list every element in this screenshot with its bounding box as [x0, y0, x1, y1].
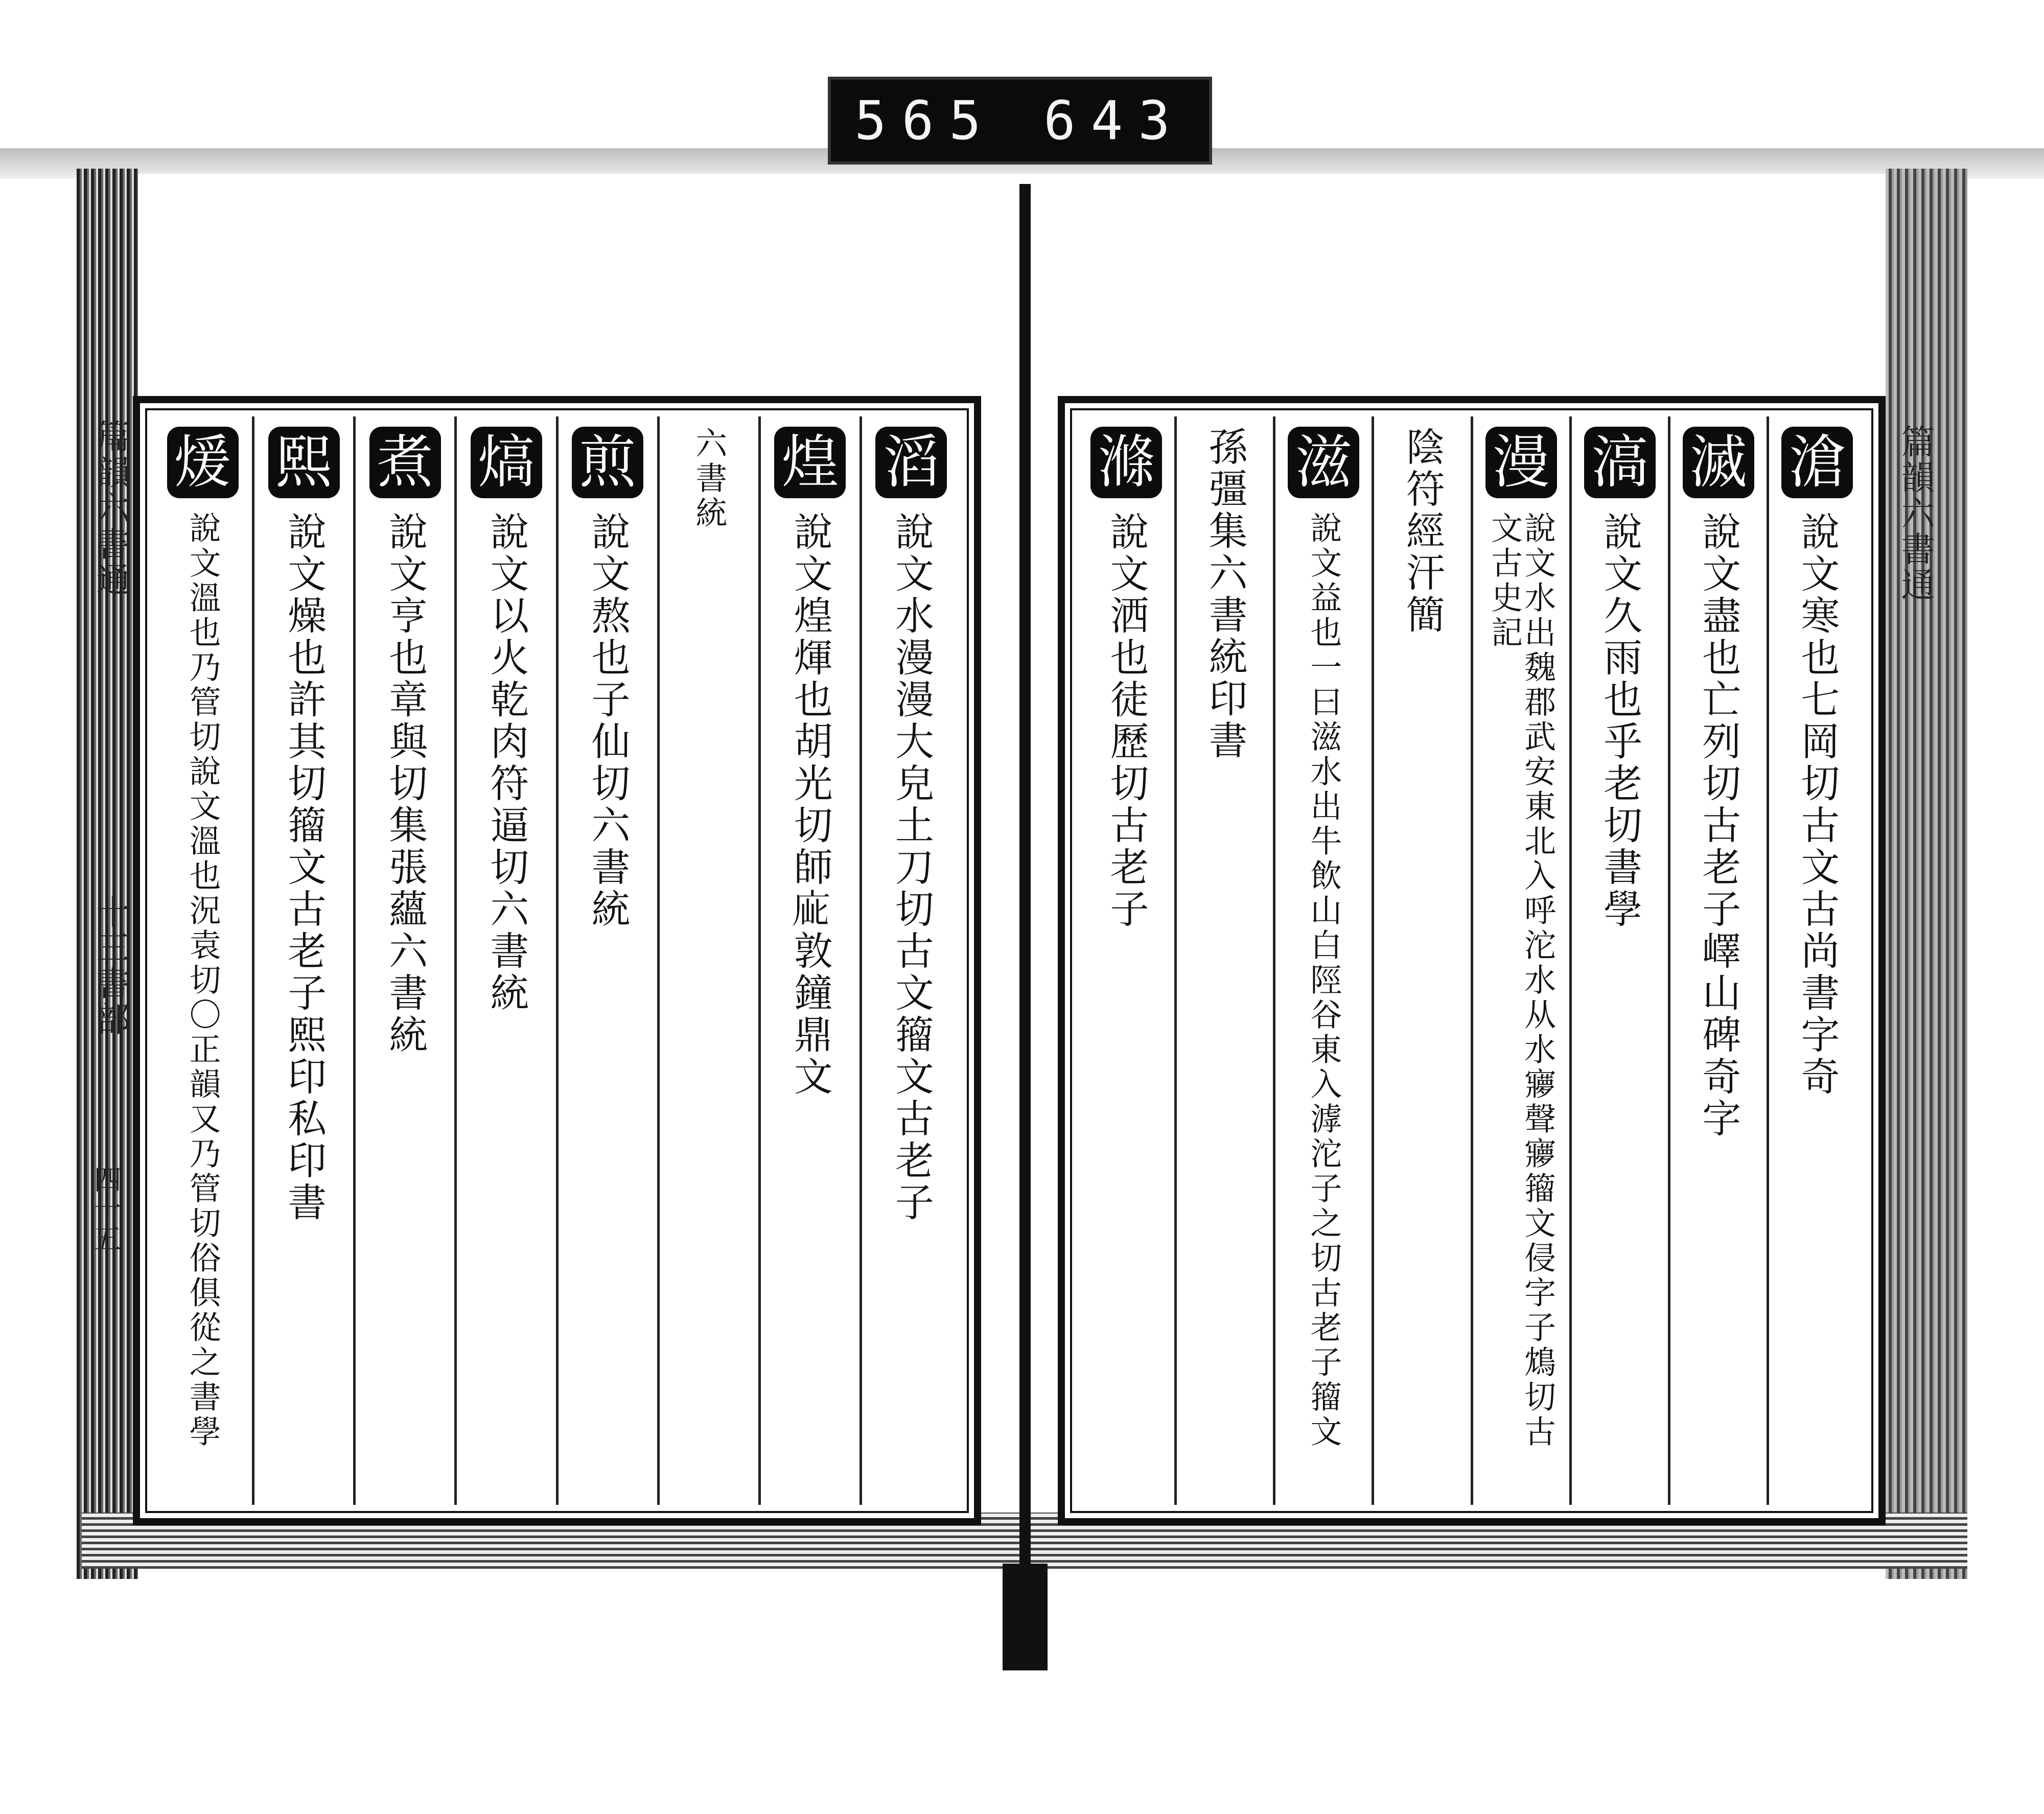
head-character: 滄	[1781, 427, 1853, 498]
column-text: 說文溫也乃管切說文溫也況袁切〇正韻又乃管切俗俱從之書學	[184, 511, 222, 1450]
frame-number-label	[828, 77, 1212, 165]
right-col-4	[1471, 416, 1569, 1505]
right-col-8	[1078, 416, 1174, 1505]
column-text: 說文燥也許其切籀文古老子熙印私印書	[281, 511, 327, 1224]
left-col-3	[657, 416, 758, 1505]
left-page-columns	[153, 416, 961, 1505]
column-text: 說文寒也七岡切古文古尚書字奇	[1794, 511, 1840, 1098]
column-text: 孫彊集六書統印書	[1202, 427, 1248, 762]
right-col-5	[1372, 416, 1470, 1505]
head-character: 熇	[471, 427, 542, 498]
left-col-7	[252, 416, 353, 1505]
column-text: 說文盡也亡列切古老子嶧山碑奇字	[1695, 511, 1741, 1140]
right-col-6	[1273, 416, 1372, 1505]
left-margin-page-number: 四十五	[89, 1165, 122, 1254]
column-text: 說文以火乾肉符逼切六書統	[483, 511, 529, 1014]
column-text: 說文洒也徒歷切古老子	[1103, 511, 1149, 931]
column-text: 說文久雨也乎老切書學	[1597, 511, 1643, 931]
left-col-8	[153, 416, 252, 1505]
column-text: 六書統	[690, 427, 728, 531]
frame-number-left: 565	[854, 89, 996, 152]
left-page	[133, 396, 981, 1525]
column-text: 說文益也一曰滋水出牛飲山白陘谷東入滹沱子之切古老子籀文	[1305, 511, 1342, 1450]
head-character: 滔	[875, 427, 947, 498]
column-text: 陰符經汗簡	[1400, 427, 1446, 636]
head-character: 熙	[268, 427, 340, 498]
column-text: 說文煌煇也胡光切師𢈃敦鐘鼎文	[787, 511, 833, 1098]
head-character: 煖	[167, 427, 239, 498]
head-character: 煮	[369, 427, 441, 498]
book-gutter	[1019, 184, 1031, 1625]
head-character: 漫	[1485, 427, 1557, 498]
column-text: 說文水漫漫大皃土刀切古文籀文古老子	[889, 511, 935, 1224]
left-col-1	[860, 416, 961, 1505]
book-gutter-foot	[1003, 1564, 1048, 1670]
head-character: 滌	[1090, 427, 1162, 498]
left-col-4	[556, 416, 657, 1505]
column-text: 說文水出魏郡武安東北入呼沱水从水㝱聲㝱籀文侵字子鴆切古文古史記	[1485, 511, 1557, 1450]
right-col-7	[1174, 416, 1273, 1505]
left-col-6	[353, 416, 454, 1505]
frame-number-right: 643	[1043, 89, 1186, 152]
left-margin-title: 篇韻六書通	[90, 419, 130, 598]
head-character: 滈	[1584, 427, 1656, 498]
column-text: 說文熬也子仙切六書統	[585, 511, 631, 931]
column-text: 說文亨也章與切集張蘊六書統	[382, 511, 428, 1056]
left-margin-section: 十三書部	[90, 894, 130, 1037]
head-character: 煎	[572, 427, 643, 498]
right-page-columns	[1078, 416, 1865, 1505]
right-page	[1058, 396, 1886, 1525]
right-col-1	[1767, 416, 1865, 1505]
right-margin-title: 篇韻六書通	[1895, 424, 1935, 603]
right-col-3	[1569, 416, 1668, 1505]
head-character: 煌	[774, 427, 846, 498]
right-col-2	[1668, 416, 1767, 1505]
left-col-2	[758, 416, 860, 1505]
head-character: 滋	[1288, 427, 1359, 498]
book-edge-right	[1886, 169, 1967, 1579]
head-character: 滅	[1683, 427, 1754, 498]
left-col-5	[454, 416, 555, 1505]
